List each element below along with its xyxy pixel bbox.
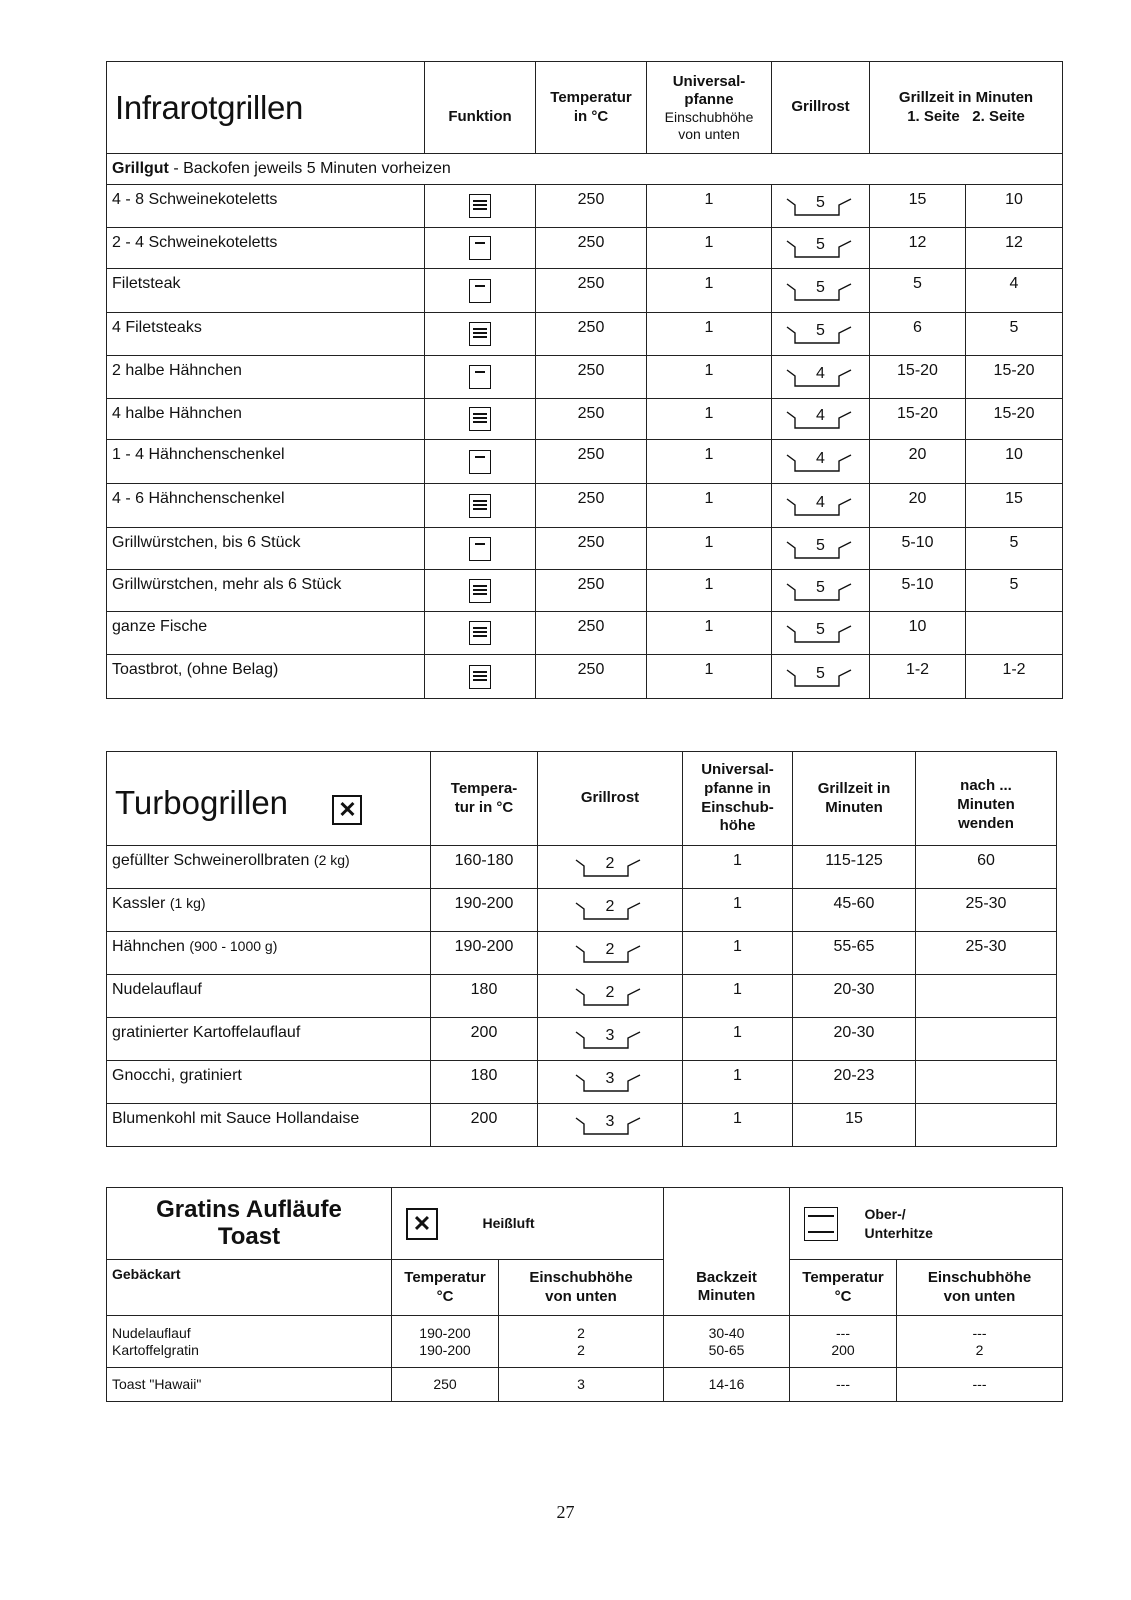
grillzeit-value: 20-30 (793, 975, 916, 1018)
seite1-value: 5 (870, 269, 966, 313)
seite1-value: 15-20 (870, 399, 966, 440)
grillrost-cell (772, 313, 870, 356)
grillgut-name: 2 - 4 Schweinekoteletts (107, 228, 425, 269)
temperatur-value: 250 (536, 655, 647, 699)
header-einschubhoehe-2: Einschubhöhe von unten (897, 1260, 1063, 1316)
grill-small-icon (469, 236, 491, 260)
grillzeit-value: 15 (793, 1104, 916, 1147)
seite1-value: 15 (870, 185, 966, 228)
pfanne-value: 1 (647, 440, 772, 484)
seite2-value: 5 (966, 570, 1063, 612)
grillrost-cell (538, 889, 683, 932)
temperatur-value: 190-200 190-200 (392, 1316, 499, 1368)
temperatur-value: 250 (536, 269, 647, 313)
header-temperatur-2: Temperatur °C (790, 1260, 897, 1316)
grill-rack-icon: 5 (781, 321, 861, 347)
fan-icon: ✕ (406, 1208, 438, 1240)
grill-rack-icon: 4 (781, 364, 861, 390)
grillrost-cell (538, 846, 683, 889)
grillrost-cell (772, 399, 870, 440)
pfanne-value: 1 (647, 269, 772, 313)
grill-rack-icon: 5 (781, 664, 861, 690)
grillzeit-value: 20-30 (793, 1018, 916, 1061)
seite1-value: 5-10 (870, 570, 966, 612)
grill-rack-icon: 5 (781, 578, 861, 604)
seite2-value: 15-20 (966, 356, 1063, 399)
grill-rack-icon: 2 (570, 897, 650, 923)
table-row (107, 440, 1063, 484)
header-universalpfanne: Universal- pfanne in Einschub- höhe (683, 752, 793, 846)
temperatur-value: 180 (431, 975, 538, 1018)
seite1-value: 12 (870, 228, 966, 269)
table-row (107, 1061, 1057, 1104)
gebaeckart-name: Toast "Hawaii" (107, 1368, 392, 1402)
gratins-title: Gratins Aufläufe Toast (107, 1188, 392, 1260)
pfanne-value: 1 (647, 399, 772, 440)
grillrost-cell (772, 185, 870, 228)
grill-rack-icon: 3 (570, 1069, 650, 1095)
grillgut-name: Toastbrot, (ohne Belag) (107, 655, 425, 699)
wenden-value (916, 1061, 1057, 1104)
seite2-value: 10 (966, 440, 1063, 484)
grill-rack-icon: 5 (781, 620, 861, 646)
table-row (107, 1104, 1057, 1147)
pfanne-value: 1 (647, 612, 772, 655)
ober-unter-einschub-value: --- 2 (897, 1316, 1063, 1368)
grillrost-cell (538, 1061, 683, 1104)
wenden-value (916, 975, 1057, 1018)
pfanne-value: 1 (647, 228, 772, 269)
pfanne-value: 1 (683, 932, 793, 975)
grill-rack-icon: 5 (781, 278, 861, 304)
funktion-cell (425, 440, 536, 484)
seite2-value: 12 (966, 228, 1063, 269)
grill-rack-icon: 2 (570, 854, 650, 880)
grill-rack-icon: 2 (570, 940, 650, 966)
pfanne-value: 1 (647, 484, 772, 528)
grill-full-icon (469, 621, 491, 645)
temperatur-value: 250 (536, 228, 647, 269)
temperatur-value: 190-200 (431, 889, 538, 932)
temperatur-value: 250 (536, 399, 647, 440)
seite1-value: 15-20 (870, 356, 966, 399)
header-temperatur: Tempera- tur in °C (431, 752, 538, 846)
seite1-value: 20 (870, 484, 966, 528)
funktion-cell (425, 228, 536, 269)
temperatur-value: 200 (431, 1104, 538, 1147)
funktion-cell (425, 356, 536, 399)
grillgut-name: 4 halbe Hähnchen (107, 399, 425, 440)
header-universalpfanne: Universal- pfanne Einschubhöhe von unten (647, 62, 772, 154)
header-gebaeckart: Gebäckart (107, 1260, 392, 1316)
wenden-value: 25-30 (916, 889, 1057, 932)
einschub-value: 3 (499, 1368, 664, 1402)
table-row (107, 846, 1057, 889)
header-grillrost: Grillrost (538, 752, 683, 846)
header-grillrost: Grillrost (772, 62, 870, 154)
pfanne-value: 1 (647, 655, 772, 699)
seite2-value: 4 (966, 269, 1063, 313)
pfanne-value: 1 (647, 185, 772, 228)
grill-small-icon (469, 537, 491, 561)
grillgut-name: ganze Fische (107, 612, 425, 655)
temperatur-value: 190-200 (431, 932, 538, 975)
grill-full-icon (469, 494, 491, 518)
pfanne-value: 1 (683, 1104, 793, 1147)
header-einschubhoehe: Einschubhöhe von unten (499, 1260, 664, 1316)
wenden-value: 25-30 (916, 932, 1057, 975)
fan-grill-icon: ✕ (332, 795, 362, 825)
grill-full-icon (469, 407, 491, 431)
grillrost-cell (772, 655, 870, 699)
wenden-value: 60 (916, 846, 1057, 889)
temperatur-value: 250 (536, 570, 647, 612)
pfanne-value: 1 (683, 975, 793, 1018)
table-row (107, 1018, 1057, 1061)
backzeit-value: 14-16 (664, 1368, 790, 1402)
table-row (107, 975, 1057, 1018)
temperatur-value: 250 (536, 484, 647, 528)
grill-rack-icon: 3 (570, 1112, 650, 1138)
pfanne-value: 1 (647, 356, 772, 399)
grillgut-name: 2 halbe Hähnchen (107, 356, 425, 399)
grillgut-name: Filetsteak (107, 269, 425, 313)
funktion-cell (425, 313, 536, 356)
backzeit-value: 30-40 50-65 (664, 1316, 790, 1368)
seite2-value: 5 (966, 528, 1063, 570)
section-grillgut: Grillgut - Backofen jeweils 5 Minuten vorheizen (107, 154, 1063, 185)
ober-unter-temperatur-value: --- (790, 1368, 897, 1402)
grillrost-cell (772, 269, 870, 313)
grillgut-name: 4 Filetsteaks (107, 313, 425, 356)
grillrost-cell (772, 570, 870, 612)
wenden-value (916, 1018, 1057, 1061)
temperatur-value: 250 (536, 313, 647, 356)
gericht-name: Gnocchi, gratiniert (107, 1061, 431, 1104)
seite2-value: 10 (966, 185, 1063, 228)
grillrost-cell (772, 356, 870, 399)
funktion-cell (425, 570, 536, 612)
page-number: 27 (556, 1502, 575, 1522)
grill-rack-icon: 4 (781, 406, 861, 432)
pfanne-value: 1 (647, 528, 772, 570)
gericht-name: gratinierter Kartoffelauflauf (107, 1018, 431, 1061)
table-row (107, 269, 1063, 313)
grill-full-icon (469, 665, 491, 689)
grillrost-cell (538, 975, 683, 1018)
seite2-value (966, 612, 1063, 655)
table-row (107, 655, 1063, 699)
gericht-name: Hähnchen (900 - 1000 g) (107, 932, 431, 975)
pfanne-value: 1 (683, 889, 793, 932)
temperatur-value: 250 (536, 612, 647, 655)
grillgut-name: 1 - 4 Hähnchenschenkel (107, 440, 425, 484)
funktion-cell (425, 612, 536, 655)
pfanne-value: 1 (683, 846, 793, 889)
pfanne-value: 1 (647, 313, 772, 356)
header-temperatur: Temperatur in °C (536, 62, 647, 154)
seite1-value: 20 (870, 440, 966, 484)
temperatur-value: 250 (536, 528, 647, 570)
grill-full-icon (469, 579, 491, 603)
seite1-value: 5-10 (870, 528, 966, 570)
funktion-cell (425, 399, 536, 440)
grill-rack-icon: 5 (781, 536, 861, 562)
funktion-cell (425, 269, 536, 313)
blank-header-cell (664, 1188, 790, 1260)
ober-unter-einschub-value: --- (897, 1368, 1063, 1402)
table-row (107, 228, 1063, 269)
gericht-name: Nudelauflauf (107, 975, 431, 1018)
table-row (107, 399, 1063, 440)
grillrost-cell (538, 932, 683, 975)
grillrost-cell (772, 440, 870, 484)
table-row (107, 1316, 1063, 1368)
grill-rack-icon: 2 (570, 983, 650, 1009)
grill-full-icon (469, 194, 491, 218)
table-row (107, 932, 1057, 975)
header-grillzeit: Grillzeit in Minuten 1. Seite 2. Seite (870, 62, 1063, 154)
header-temperatur: Temperatur °C (392, 1260, 499, 1316)
seite2-value: 1-2 (966, 655, 1063, 699)
turbo-table (106, 751, 1057, 1147)
grillrost-cell (772, 528, 870, 570)
top-bottom-heat-icon (804, 1207, 838, 1241)
seite2-value: 15-20 (966, 399, 1063, 440)
table-row (107, 528, 1063, 570)
seite1-value: 6 (870, 313, 966, 356)
grill-rack-icon: 4 (781, 449, 861, 475)
table-row (107, 612, 1063, 655)
temperatur-value: 250 (536, 440, 647, 484)
header-funktion: Funktion (425, 62, 536, 154)
table-row (107, 185, 1063, 228)
grillrost-cell (772, 484, 870, 528)
seite2-value: 5 (966, 313, 1063, 356)
seite1-value: 1-2 (870, 655, 966, 699)
grill-small-icon (469, 365, 491, 389)
temperatur-value: 250 (536, 356, 647, 399)
grill-small-icon (469, 279, 491, 303)
turbo-title: Turbogrillen (115, 784, 289, 822)
grillrost-cell (538, 1018, 683, 1061)
seite2-value: 15 (966, 484, 1063, 528)
grillrost-cell (538, 1104, 683, 1147)
header-backzeit: Backzeit Minuten (664, 1260, 790, 1316)
header-wenden: nach ... Minuten wenden (916, 752, 1057, 846)
infrarot-title: Infrarotgrillen (107, 62, 425, 154)
grillzeit-value: 115-125 (793, 846, 916, 889)
gebaeckart-name: Nudelauflauf Kartoffelgratin (107, 1316, 392, 1368)
grillzeit-value: 20-23 (793, 1061, 916, 1104)
table-row (107, 313, 1063, 356)
temperatur-value: 250 (392, 1368, 499, 1402)
table-row (107, 356, 1063, 399)
infrarot-table (106, 61, 1063, 699)
temperatur-value: 200 (431, 1018, 538, 1061)
heissluft-header: ✕ Heißluft (392, 1188, 664, 1260)
grill-rack-icon: 3 (570, 1026, 650, 1052)
grill-full-icon (469, 322, 491, 346)
table-row (107, 484, 1063, 528)
grillgut-name: 4 - 8 Schweinekoteletts (107, 185, 425, 228)
funktion-cell (425, 185, 536, 228)
pfanne-value: 1 (647, 570, 772, 612)
table-row (107, 1368, 1063, 1402)
grillrost-cell (772, 228, 870, 269)
pfanne-value: 1 (683, 1061, 793, 1104)
grill-rack-icon: 5 (781, 193, 861, 219)
grillgut-name: Grillwürstchen, mehr als 6 Stück (107, 570, 425, 612)
funktion-cell (425, 528, 536, 570)
gericht-name: Kassler (1 kg) (107, 889, 431, 932)
grill-small-icon (469, 450, 491, 474)
grill-rack-icon: 4 (781, 493, 861, 519)
grillgut-name: Grillwürstchen, bis 6 Stück (107, 528, 425, 570)
temperatur-value: 160-180 (431, 846, 538, 889)
table-row (107, 889, 1057, 932)
pfanne-value: 1 (683, 1018, 793, 1061)
table-row (107, 570, 1063, 612)
ober-unter-temperatur-value: --- 200 (790, 1316, 897, 1368)
grillgut-name: 4 - 6 Hähnchenschenkel (107, 484, 425, 528)
temperatur-value: 250 (536, 185, 647, 228)
temperatur-value: 180 (431, 1061, 538, 1104)
grillrost-cell (772, 612, 870, 655)
gericht-name: Blumenkohl mit Sauce Hollandaise (107, 1104, 431, 1147)
grillzeit-value: 55-65 (793, 932, 916, 975)
grillzeit-value: 45-60 (793, 889, 916, 932)
gericht-name: gefüllter Schweinerollbraten (2 kg) (107, 846, 431, 889)
turbo-title-cell (107, 752, 431, 846)
funktion-cell (425, 655, 536, 699)
seite1-value: 10 (870, 612, 966, 655)
wenden-value (916, 1104, 1057, 1147)
oberunter-header: Ober-/ Unterhitze (790, 1188, 1063, 1260)
einschub-value: 2 2 (499, 1316, 664, 1368)
grill-rack-icon: 5 (781, 235, 861, 261)
funktion-cell (425, 484, 536, 528)
header-grillzeit: Grillzeit in Minuten (793, 752, 916, 846)
gratins-table (106, 1187, 1063, 1402)
